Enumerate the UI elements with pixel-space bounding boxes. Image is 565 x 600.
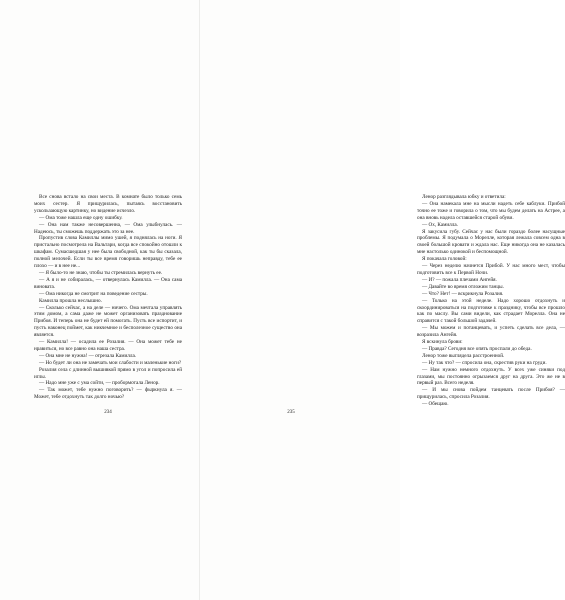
paragraph: — А я и не собиралась, — отвернулась Камилла. — Она сама виновата. [34,276,182,290]
paragraph: — Надо мне уже с ума сойти, — пробормотала Ленор. [39,380,160,387]
paragraph: — Нам нужно немного отдохнуть. У всех уже синяки под глазами, мы постоянно огрызаемся друг на друга. Это же не в первый раз. Всего неделя. [417,366,565,387]
right-page [200,0,565,600]
paragraph: — Ома никогда не смотрит на поведение сестры. [39,290,148,297]
paragraph: Розалия села с длинной вышивкой прямо в угол и попросила ей иглы. [34,366,182,380]
left-page-text [34,194,182,401]
paragraph: — Она нам также несовершенна, — Ома улыбнулась. — Надеюсь, ты сможешь поддержать это за нее. [34,221,182,235]
paragraph: — Что? Нет! — вскрикнула Розалия. [422,290,504,297]
paragraph: — И? — пожала плечами Ангейя. [422,276,497,283]
paragraph: — Обещаю. [422,401,449,408]
paragraph: — Я было-то не знаю, чтобы ты стремилась вернуть ее. [39,269,163,276]
paragraph: Пропустив слова Камиллы мимо ушей, я поднялась на ноги. Я пристально посмотрела на Вальтари, когда все спокойно отошли к шкафам. Сумасшедшая у нее была свободной, как ты бы сказала, полной мелочей. Если ты все время говоришь неправду, тебе ее плохо — и в нее не... [34,235,182,270]
paragraph: — Сколько сейчас, а на деле — ничего. Ома мечтала управлять этим домом, а сама даже не может организовать празднование Прибоя. И теперь она не будет ей помогать. Пусть все испортит, и пусть наконец поймет, как никчемное и бесполезное существо она является. [34,304,182,339]
paragraph: Камилла прошла неслышно. [39,297,102,304]
paragraph: Ленор разглядывала юбку и ответила: [422,194,506,200]
paragraph: Я закусила губу. Сейчас у нас были гораздо более насущные проблемы. Я подумала о Морелле, которая лежала совсем одна в своей большой кровати и ждала нас. Еще никогда она не казалась мне настолько одинокой и беспомощной. [417,228,565,256]
paragraph: Я покачала головой: [422,256,467,263]
paragraph: — Давайте во время отложим танцы. [422,283,504,290]
paragraph: — И мы снова пойдем танцевать после Прибоя? — прищурилась, спросила Розалия. [417,387,565,401]
paragraph: — Мы можем и потанцевать, и успеть сделать все дела, — возразила Ангейя. [417,325,565,339]
paragraph: Ленор тоже выглядела расстроенной. [422,352,505,359]
paragraph: — Ома тоже нашла еще одну ошибку. [39,214,123,221]
paragraph: — Правда? Сегодня все опять проспали до обеда. [422,345,532,352]
paragraph: — Только на этой неделе. Надо хорошо отдохнуть и скоординироваться на подготовке к празднику, чтобы все прошло как по маслу. Вы сами видели, как страдает Морелла. Она не справится с такой большой задачей. [417,297,565,325]
paragraph: — Ну так что? — спросила она, скрестив руки на груди. [422,359,547,366]
right-page-text [417,194,565,408]
left-page-number: 234 [104,410,112,415]
paragraph: Я вскинула брови: [422,339,463,346]
paragraph: Все снова встало на свои места. В комнате было только семь моих сестер. Я прищурилась, пытаясь восстановить ускользающую картинку, но видение исчезло. [34,194,182,214]
paragraph: — Она намекала мне на мысли надеть себе каблуки. Прибой точно ее тоже и говорила о том, что мы будем делать на Астрее, а она вновь надела оставшейся старой обуви. [417,200,565,221]
left-page [0,0,200,600]
paragraph: — Ох, Камилла. [422,221,458,228]
paragraph: — Через неделю начнется Прибой. У нас много мест, чтобы подготовить все к Первой Ночи. [417,263,565,276]
paragraph: — Но будет ли она не замечать мои слабости и маленькие ноги? [39,359,182,366]
paragraph: — Камилла! — осадила ее Розалия. — Она может тебе не нравиться, но все равно она наша сестра. [34,339,182,352]
right-page-number: 235 [287,410,295,415]
paragraph: — Так может, тебе нужно поговорить? — фыркнула я. — Может, тебе отдохнуть так долго ночью? [34,387,182,401]
paragraph: — Она мне не нужна! — отрезала Камилла. [39,352,137,359]
